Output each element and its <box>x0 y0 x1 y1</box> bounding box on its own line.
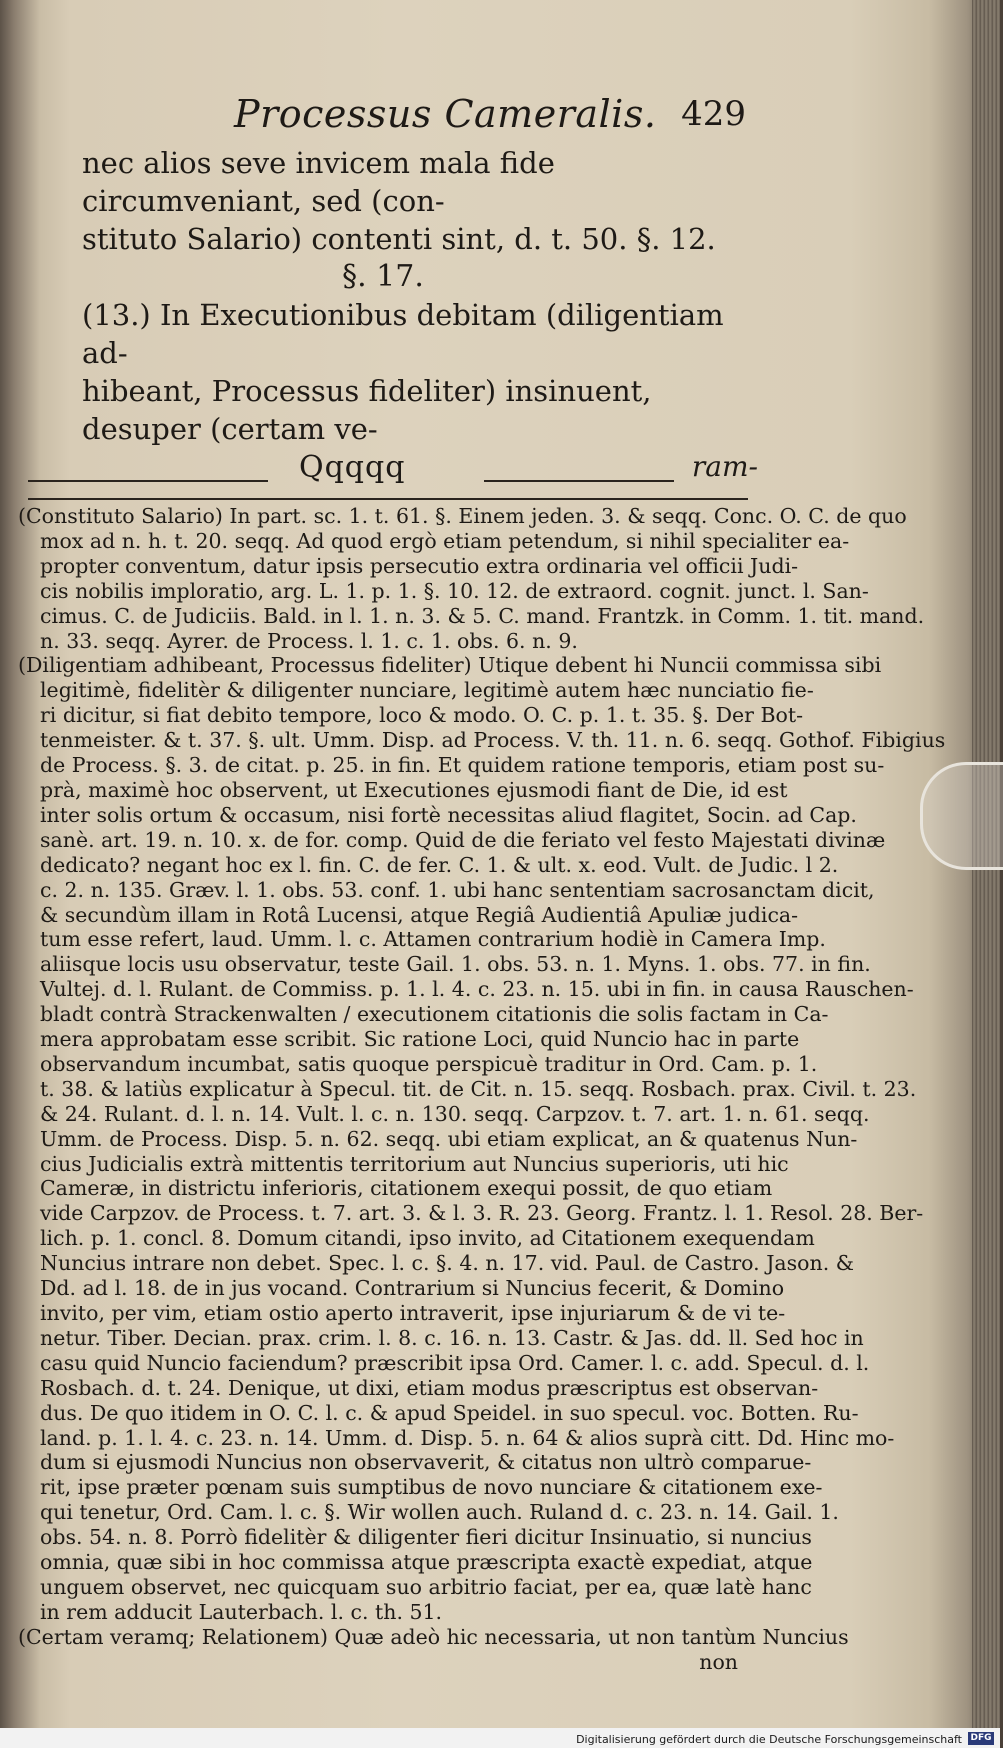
notes-divider <box>28 498 748 500</box>
footnote-line: tenmeister. & t. 37. §. ult. Umm. Disp. ad Process. V. th. 11. n. 6. seqq. Gothof. Fibigius <box>40 728 946 753</box>
footnote-line: Umm. de Process. Disp. 5. n. 62. seqq. ubi etiam explicat, an & quatenus Nun- <box>40 1126 858 1151</box>
footnote-line: netur. Tiber. Decian. prax. crim. l. 8. c. 16. n. 13. Castr. & Jas. dd. ll. Sed hoc in <box>40 1325 864 1350</box>
footnote-line: ri dicitur, si fiat debito tempore, loco & modo. O. C. p. 1. t. 35. §. Der Bot- <box>40 703 804 728</box>
running-title: Processus Cameralis. <box>234 92 657 136</box>
footnote-line: prà, maximè hoc observent, ut Executiones ejusmodi fiant de Die, id est <box>40 777 788 802</box>
footnote-line: tum esse refert, laud. Umm. l. c. Attamen contrarium hodiè in Camera Imp. <box>40 927 826 952</box>
footnote-line: n. 33. seqq. Ayrer. de Process. l. 1. c. 1. obs. 6. n. 9. <box>40 628 578 653</box>
catchword: ram- <box>691 450 758 483</box>
main-text-line: hibeant, Processus fideliter) insinuent, desuper (certam ve- <box>82 374 652 446</box>
footnote-line: bladt contrà Strackenwalten / executionem citationis die solis factam in Ca- <box>40 1002 829 1027</box>
footnote-line: (Diligentiam adhibeant, Processus fideliter) Utique debent hi Nuncii commissa sibi <box>18 653 882 678</box>
footnote-line: & 24. Rulant. d. l. n. 14. Vult. l. c. n. 130. seqq. Carpzov. t. 7. art. 1. n. 61. seqq. <box>40 1101 870 1126</box>
footnote-line: unguem observet, nec quicquam suo arbitrio faciat, per ea, quæ latè hanc <box>40 1574 812 1599</box>
footnote-line: obs. 54. n. 8. Porrò fidelitèr & diligenter fieri dicitur Insinuatio, si nuncius <box>40 1525 812 1550</box>
footnote-line: omnia, quæ sibi in hoc commissa atque præscripta exactè expediat, atque <box>40 1550 813 1575</box>
page-content <box>14 92 946 1675</box>
footnote-line: qui tenetur, Ord. Cam. l. c. §. Wir wollen auch. Ruland d. c. 23. n. 14. Gail. 1. <box>40 1500 839 1525</box>
footnote-line: & secundùm illam in Rotâ Lucensi, atque Regiâ Audientiâ Apuliæ judica- <box>40 902 799 927</box>
footnote-line: dedicato? negant hoc ex l. fin. C. de fer. C. 1. & ult. x. eod. Vult. de Judic. l 2. <box>40 852 839 877</box>
main-text <box>14 144 752 258</box>
footnote-line: Rosbach. d. t. 24. Denique, ut dixi, etiam modus præscriptus est observan- <box>40 1375 819 1400</box>
footnote-line: legitimè, fidelitèr & diligenter nunciare, legitimè autem hæc nunciatio fie- <box>40 678 814 703</box>
footnotes <box>14 504 946 1650</box>
footer-bar <box>0 1728 1000 1748</box>
section-heading: §. 17. <box>342 259 424 294</box>
footnote-line: cimus. C. de Judiciis. Bald. in l. 1. n. 3. & 5. C. mand. Frantzk. in Comm. 1. tit. mand. <box>40 603 925 628</box>
footer-credit: Digitalisierung gefördert durch die Deutsche Forschungsgemeinschaft <box>576 1733 962 1746</box>
signature-line <box>14 450 758 492</box>
main-text-line: nec alios seve invicem mala fide circumveniant, sed (con- <box>82 146 555 218</box>
footnote-line: in rem adducit Lauterbach. l. c. th. 51. <box>40 1599 443 1624</box>
bookmark-tab <box>920 762 1003 870</box>
rule <box>28 480 268 482</box>
running-head <box>14 92 752 144</box>
footnote-line: cis nobilis imploratio, arg. L. 1. p. 1. §. 10. 12. de extraord. cognit. junct. l. San- <box>40 578 869 603</box>
footnote-line: Dd. ad l. 18. de in jus vocand. Contrarium si Nuncius fecerit, & Domino <box>40 1276 785 1301</box>
footnote-line: dus. De quo itidem in O. C. l. c. & apud Speidel. in suo specul. voc. Botten. Ru- <box>40 1400 859 1425</box>
footnote-line: land. p. 1. l. 4. c. 23. n. 14. Umm. d. Disp. 5. n. 64 & alios suprà citt. Dd. Hinc mo- <box>40 1425 895 1450</box>
footnote-line: c. 2. n. 135. Græv. l. 1. obs. 53. conf. 1. ubi hanc sententiam sacrosanctam dicit, <box>40 877 875 902</box>
dfg-logo: DFG <box>968 1732 994 1745</box>
main-text-line: (13.) In Executionibus debitam (diligentiam ad- <box>82 298 724 370</box>
footnote-catchword: non <box>699 1649 738 1674</box>
footnote-line: inter solis ortum & occasum, nisi fortè necessitas aliud flagitet, Socin. ad Cap. <box>40 802 857 827</box>
footnote-line: cius Judicialis extrà mittentis territorium aut Nuncius superioris, uti hic <box>40 1151 789 1176</box>
main-text-line: stituto Salario) contenti sint, d. t. 50. §. 12. <box>82 222 716 256</box>
footnote-line: t. 38. & latiùs explicatur à Specul. tit. de Cit. n. 15. seqq. Rosbach. prax. Civil. t. 23. <box>40 1076 917 1101</box>
footnote-line: de Process. §. 3. de citat. p. 25. in fin. Et quidem ratione temporis, etiam post su- <box>40 753 885 778</box>
footnote-line: observandum incumbat, satis quoque perspicuè traditur in Ord. Cam. p. 1. <box>40 1051 818 1076</box>
footnote-line: vide Carpzov. de Process. t. 7. art. 3. & l. 3. R. 23. Georg. Frantz. l. 1. Resol. 28. Ber- <box>40 1201 924 1226</box>
signature-mark: Qqqqq <box>299 450 406 485</box>
rule <box>484 480 674 482</box>
footnote-line: propter conventum, datur ipsis persecutio extra ordinaria vel officii Judi- <box>40 553 799 578</box>
footnote-line: Cameræ, in districtu inferioris, citationem exequi possit, de quo etiam <box>40 1176 773 1201</box>
footnote-line: Nuncius intrare non debet. Spec. l. c. §. 4. n. 17. vid. Paul. de Castro. Jason. & <box>40 1251 854 1276</box>
footnote-line: mera approbatam esse scribit. Sic ratione Loci, quid Nuncio hac in parte <box>40 1027 800 1052</box>
footnote-line: aliisque locis usu observatur, teste Gail. 1. obs. 53. n. 1. Myns. 1. obs. 77. in fin. <box>40 952 871 977</box>
footnote-line: sanè. art. 19. n. 10. x. de for. comp. Quid de die feriato vel festo Majestati divinæ <box>40 827 886 852</box>
footnote-line: casu quid Nuncio faciendum? præscribit ipsa Ord. Camer. l. c. add. Specul. d. l. <box>40 1350 870 1375</box>
page-number: 429 <box>681 94 746 134</box>
page-edges <box>972 0 1000 1748</box>
footnote-line: dum si ejusmodi Nuncius non observaverit, & citatus non ultrò comparue- <box>40 1450 812 1475</box>
main-text-2 <box>14 296 752 448</box>
footnote-line: lich. p. 1. concl. 8. Domum citandi, ipso invito, ad Citationem exequendam <box>40 1226 815 1251</box>
footnote-line: rit, ipse præter pœnam suis sumptibus de novo nunciare & citationem exe- <box>40 1475 823 1500</box>
footnote-line: Vultej. d. l. Rulant. de Commiss. p. 1. l. 4. c. 23. n. 15. ubi in fin. in causa Rauschen- <box>40 977 914 1002</box>
footnote-line: invito, per vim, etiam ostio aperto intraverit, ipse injuriarum & de vi te- <box>40 1301 786 1325</box>
footnote-line: (Constituto Salario) In part. sc. 1. t. 61. §. Einem jeden. 3. & seqq. Conc. O. C. de quo <box>18 504 907 528</box>
footnote-line: (Certam veramq; Relationem) Quæ adeò hic necessaria, ut non tantùm Nuncius <box>18 1624 849 1649</box>
footnote-line: mox ad n. h. t. 20. seqq. Ad quod ergò etiam petendum, si nihil specialiter ea- <box>40 528 850 553</box>
